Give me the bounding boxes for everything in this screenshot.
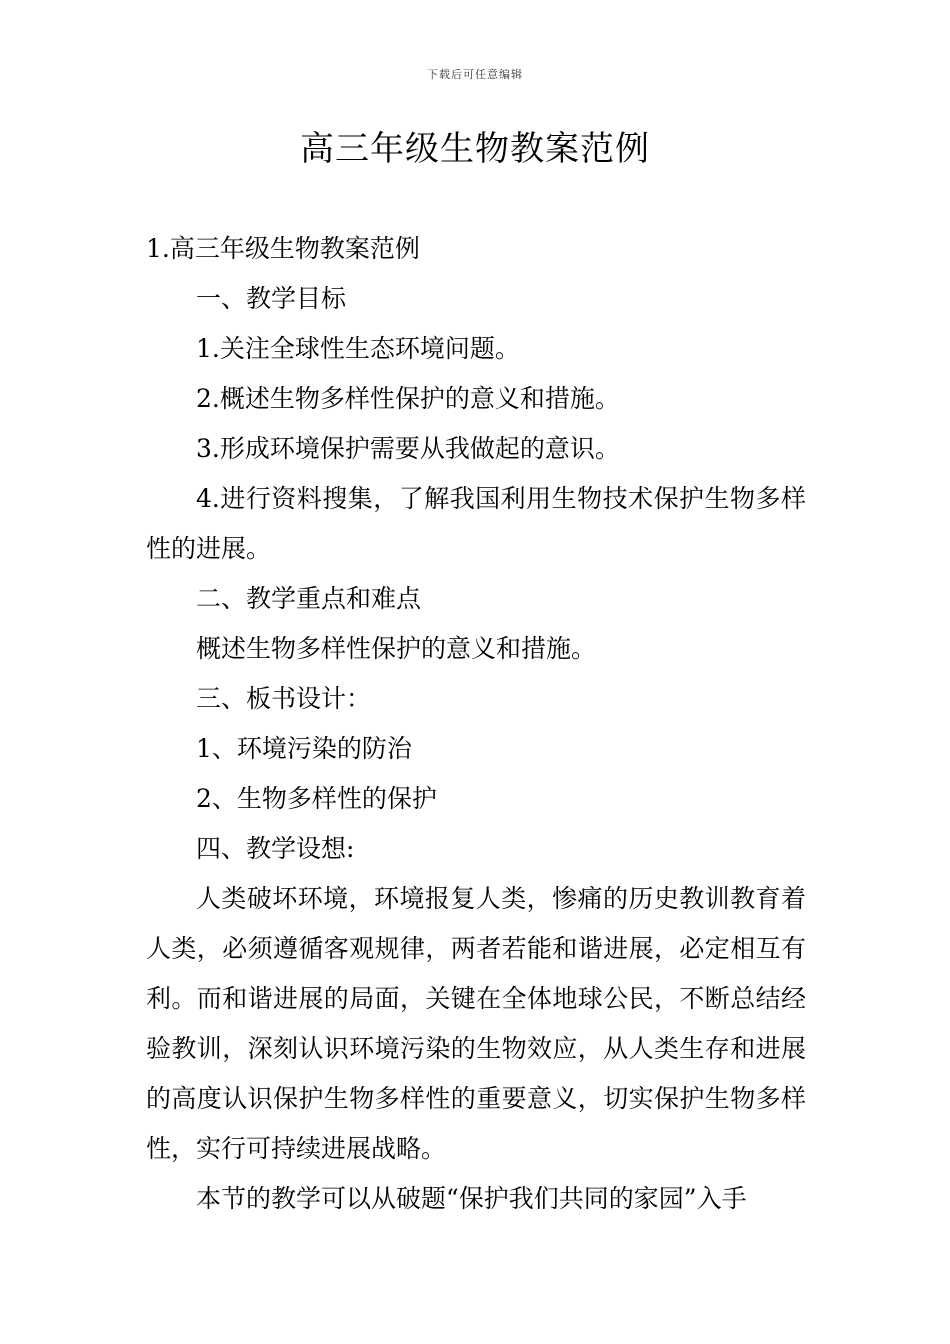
- teaching-idea-paragraph: 人类破坏环境，环境报复人类，惨痛的历史教训教育着人类，必须遵循客观规律，两者若能和谐进展，必定相互有利。而和谐进展的局面，关键在全体地球公民，不断总结经验教训，深刻认识环境污染的生物效应，从人类生存和进展的高度认识保护生物多样性的重要意义，切实保护生物多样性，实行可持续进展战略。: [146, 884, 806, 1163]
- goal-item-4: 4.进行资料搜集，了解我国利用生物技术保护生物多样性的进展。: [146, 484, 806, 563]
- board-item-2: 2、生物多样性的保护: [196, 784, 437, 813]
- section-heading-board-design: 三、板书设计：: [196, 684, 372, 713]
- key-points-text: 概述生物多样性保护的意义和措施。: [196, 634, 597, 663]
- header-note: 下载后可任意编辑: [427, 68, 523, 81]
- goal-item-2: 2.概述生物多样性保护的意义和措施。: [196, 384, 620, 413]
- section-heading-goals: 一、教学目标: [196, 284, 347, 313]
- goal-item-3: 3.形成环境保护需要从我做起的意识。: [196, 434, 620, 463]
- goal-item-1: 1.关注全球性生态环境问题。: [196, 334, 520, 363]
- document-title: 高三年级生物教案范例: [300, 129, 650, 169]
- teaching-approach-paragraph: 本节的教学可以从破题“保护我们共同的家园”入手: [196, 1184, 747, 1213]
- section-heading-teaching-idea: 四、教学设想:: [196, 834, 355, 863]
- document-body: [146, 224, 806, 1224]
- board-item-1: 1、环境污染的防治: [196, 734, 412, 763]
- section-heading-key-points: 二、教学重点和难点: [196, 584, 422, 613]
- section-heading-main: 1.高三年级生物教案范例: [146, 234, 420, 263]
